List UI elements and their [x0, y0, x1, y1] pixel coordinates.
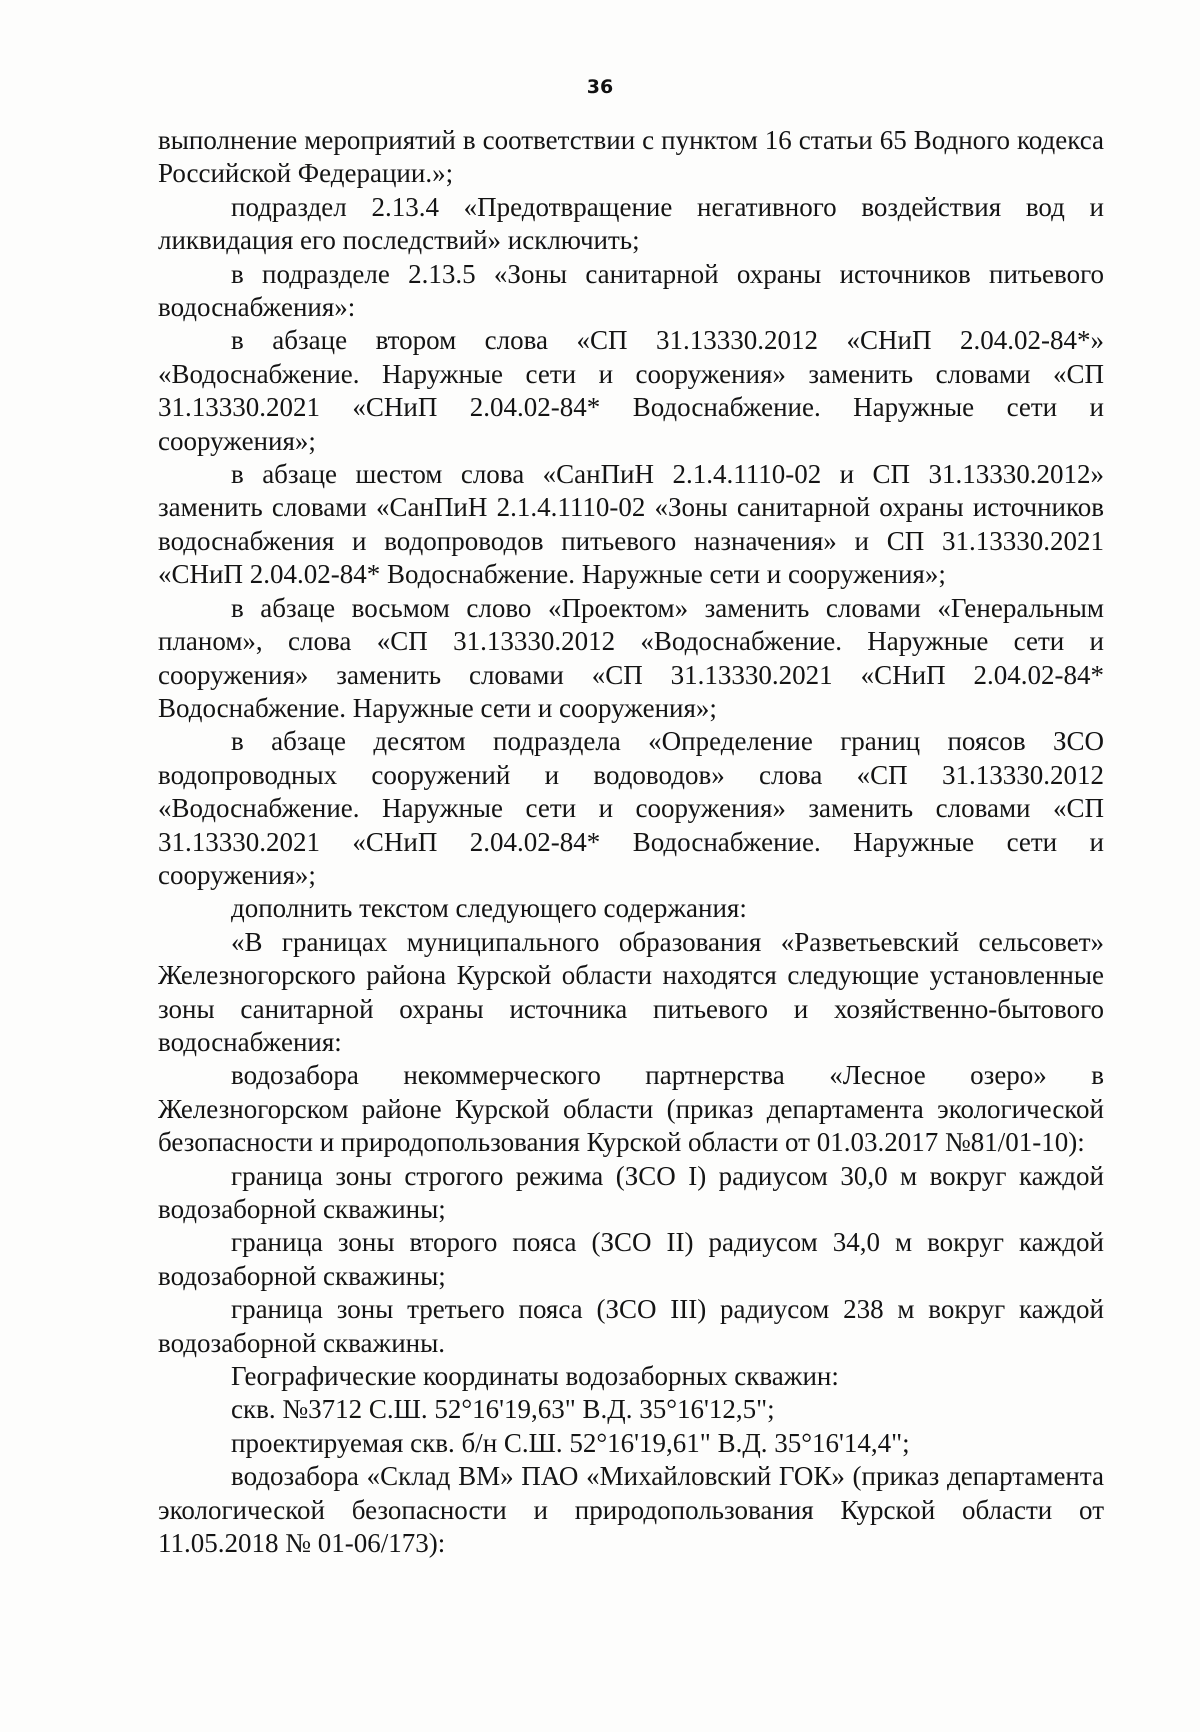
paragraph-4: в абзаце втором слова «СП 31.13330.2012 «СНиП 2.04.02-84*» «Водоснабжение. Наружные сети и сооружения» заменить словами «СП 31.13330.2021 «СНиП 2.04.02-84* Водоснабжение. Наружные сети и сооружения»;	[158, 325, 1104, 456]
paragraph-11: граница зоны строгого режима (ЗСО I) радиусом 30,0 м вокруг каждой водозаборной скважины;	[158, 1160, 1104, 1224]
paragraph-13: граница зоны третьего пояса (ЗСО III) радиусом 238 м вокруг каждой водозаборной скважины.	[158, 1294, 1104, 1358]
paragraph-8: дополнить текстом следующего содержания:	[231, 893, 747, 924]
paragraph-10: водозабора некоммерческого партнерства «Лесное озеро» в Железногорском районе Курской области (приказ департамента экологической безопасности и природопользования Курской области от 01.03.2017 №81/01-10):	[158, 1060, 1104, 1158]
paragraph-3: в подразделе 2.13.5 «Зоны санитарной охраны источников питьевого водоснабжения»:	[158, 258, 1104, 323]
paragraph-9: «В границах муниципального образования «Разветьевский сельсовет» Железногорского района Курской области находятся следующие установленные зоны санитарной охраны источника питьевого и хозяйственно-бытового водоснабжения:	[158, 926, 1104, 1057]
paragraph-1: выполнение мероприятий в соответствии с пунктом 16 статьи 65 Водного кодекса Российской Федерации.»;	[158, 125, 1104, 189]
page-number: 36	[586, 76, 614, 98]
paragraph-5: в абзаце шестом слова «СанПиН 2.1.4.1110-02 и СП 31.13330.2012» заменить словами «СанПиН 2.1.4.1110-02 «Зоны санитарной охраны источников водоснабжения и водопроводов питьевого назначения» и СП 31.13330.2021 «СНиП 2.04.02-84* Водоснабжение. Наружные сети и сооружения»;	[158, 459, 1104, 590]
paragraph-17: водозабора «Склад ВМ» ПАО «Михайловский ГОК» (приказ департамента экологической безопасности и природопользования Курской области от 11.05.2018 № 01-06/173):	[158, 1461, 1104, 1559]
paragraph-16: проектируемая скв. б/н С.Ш. 52°16'19,61" В.Д. 35°16'14,4";	[231, 1427, 910, 1458]
paragraph-14: Географические координаты водозаборных скважин:	[231, 1361, 839, 1392]
paragraph-15: скв. №3712 С.Ш. 52°16'19,63" В.Д. 35°16'12,5";	[231, 1394, 775, 1425]
paragraph-7: в абзаце десятом подраздела «Определение границ поясов ЗСО водопроводных сооружений и водоводов» слова «СП 31.13330.2012 «Водоснабжение. Наружные сети и сооружения» заменить словами «СП 31.13330.2021 «СНиП 2.04.02-84* Водоснабжение. Наружные сети и сооружения»;	[158, 726, 1104, 890]
paragraph-12: граница зоны второго пояса (ЗСО II) радиусом 34,0 м вокруг каждой водозаборной скважины;	[158, 1227, 1104, 1291]
document-body	[158, 124, 1104, 1560]
paragraph-2: подраздел 2.13.4 «Предотвращение негативного воздействия вод и ликвидация его последствий» исключить;	[158, 191, 1104, 256]
paragraph-6: в абзаце восьмом слово «Проектом» заменить словами «Генеральным планом», слова «СП 31.13330.2012 «Водоснабжение. Наружные сети и сооружения» заменить словами «СП 31.13330.2021 «СНиП 2.04.02-84* Водоснабжение. Наружные сети и сооружения»;	[158, 592, 1104, 723]
